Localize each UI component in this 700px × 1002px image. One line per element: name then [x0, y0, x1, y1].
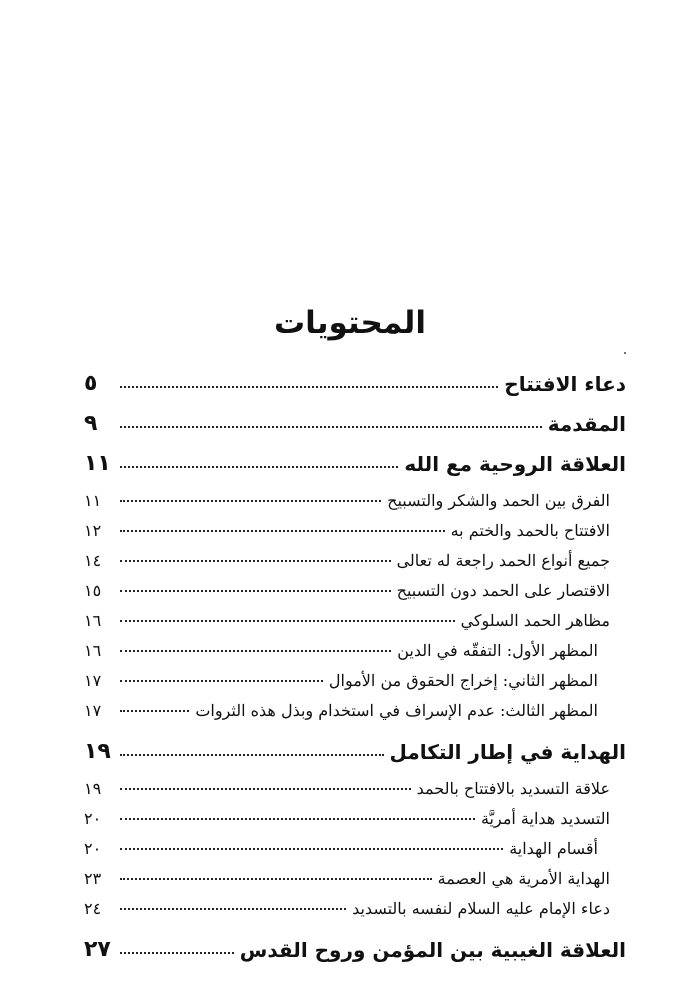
dot-leader	[120, 788, 411, 790]
toc-page-number: ٢٠	[84, 839, 102, 858]
toc-page-number: ١٤	[84, 551, 102, 570]
toc-subentry	[84, 888, 626, 918]
toc-subsubentry	[84, 690, 626, 720]
dot-leader	[120, 650, 391, 652]
toc-subentry	[84, 600, 626, 630]
toc-page-number: ٢٠	[84, 809, 102, 828]
toc-page-number: ١٢	[84, 521, 102, 540]
dot-leader	[120, 500, 381, 502]
dot-leader	[120, 952, 234, 954]
toc-page-number: ٢٣	[84, 869, 102, 888]
toc-entry-text: أقسام الهداية	[509, 839, 598, 858]
dot-leader	[120, 620, 455, 622]
toc-entry-guidance	[84, 728, 626, 764]
scan-speck	[624, 352, 626, 354]
toc-subsubentry	[84, 828, 626, 858]
toc-page-number: ٢٤	[84, 899, 102, 918]
toc-entry-text: المقدمة	[547, 412, 626, 436]
toc-page-number: ١٩	[84, 739, 111, 764]
dot-leader	[120, 680, 323, 682]
dot-leader	[120, 908, 346, 910]
toc-page-number: ١٦	[84, 611, 102, 630]
toc-page-number: ١٦	[84, 641, 102, 660]
toc-page-number: ١٩	[84, 779, 102, 798]
toc-entry-text: المظهر الثالث: عدم الإسراف في استخدام وبذل هذه الثروات	[195, 701, 598, 720]
dot-leader	[120, 818, 475, 820]
toc-subentry	[84, 540, 626, 570]
toc-subentry	[84, 798, 626, 828]
toc-entry-spiritual-relationship	[84, 440, 626, 476]
toc-page-number: ٢٧	[84, 937, 111, 962]
toc-entry-text: العلاقة الروحية مع الله	[404, 452, 626, 476]
toc-page-number: ١١	[84, 451, 111, 476]
toc-entry-text: التسديد هداية أمريَّة	[480, 809, 610, 828]
toc-subentry	[84, 570, 626, 600]
dot-leader	[120, 560, 391, 562]
toc-subentry	[84, 510, 626, 540]
dot-leader	[120, 710, 189, 712]
toc-subentry	[84, 858, 626, 888]
toc-page-number: ١٥	[84, 581, 102, 600]
toc-entry-text: المظهر الأول: التفقّه في الدين	[397, 641, 598, 660]
toc-entry-opening-prayer	[84, 358, 626, 396]
toc-page-number: ١٧	[84, 671, 102, 690]
toc-entry-text: دعاء الافتتاح	[504, 372, 626, 396]
toc-entry-text: الفرق بين الحمد والشكر والتسبيح	[387, 491, 610, 510]
toc-page-number: ٩	[84, 411, 98, 436]
dot-leader	[120, 754, 384, 756]
toc-entry-text: الهداية الأمرية هي العصمة	[437, 869, 610, 888]
toc-entry-text: الهداية في إطار التكامل	[389, 740, 626, 764]
dot-leader	[120, 848, 503, 850]
toc-entry-text: الافتتاح بالحمد والختم به	[450, 521, 610, 540]
toc-entry-text: علاقة التسديد بالافتتاح بالحمد	[416, 779, 610, 798]
toc-entry-unseen-relationship	[84, 926, 626, 962]
toc-page-number: ١١	[84, 491, 102, 510]
toc-subsubentry	[84, 660, 626, 690]
toc-subentry	[84, 768, 626, 798]
toc-subentry	[84, 480, 626, 510]
dot-leader	[120, 466, 398, 468]
page-title: المحتويات	[274, 305, 426, 341]
toc-entry-text: العلاقة الغيبية بين المؤمن وروح القدس	[239, 938, 626, 962]
toc-entry-introduction	[84, 400, 626, 436]
toc-entry-text: الاقتصار على الحمد دون التسبيح	[396, 581, 610, 600]
toc-entry-text: دعاء الإمام عليه السلام لنفسه بالتسديد	[352, 899, 610, 918]
toc-subsubentry	[84, 630, 626, 660]
toc-page-number: ٥	[84, 371, 98, 396]
dot-leader	[120, 590, 391, 592]
toc-entry-text: المظهر الثاني: إخراج الحقوق من الأموال	[328, 671, 598, 690]
toc-page-number: ١٧	[84, 701, 102, 720]
dot-leader	[120, 530, 445, 532]
dot-leader	[120, 426, 542, 428]
dot-leader	[120, 386, 498, 388]
dot-leader	[120, 878, 432, 880]
toc-entry-text: مظاهر الحمد السلوكي	[460, 611, 610, 630]
table-of-contents	[84, 358, 626, 966]
toc-entry-text: جميع أنواع الحمد راجعة له تعالى	[396, 551, 610, 570]
